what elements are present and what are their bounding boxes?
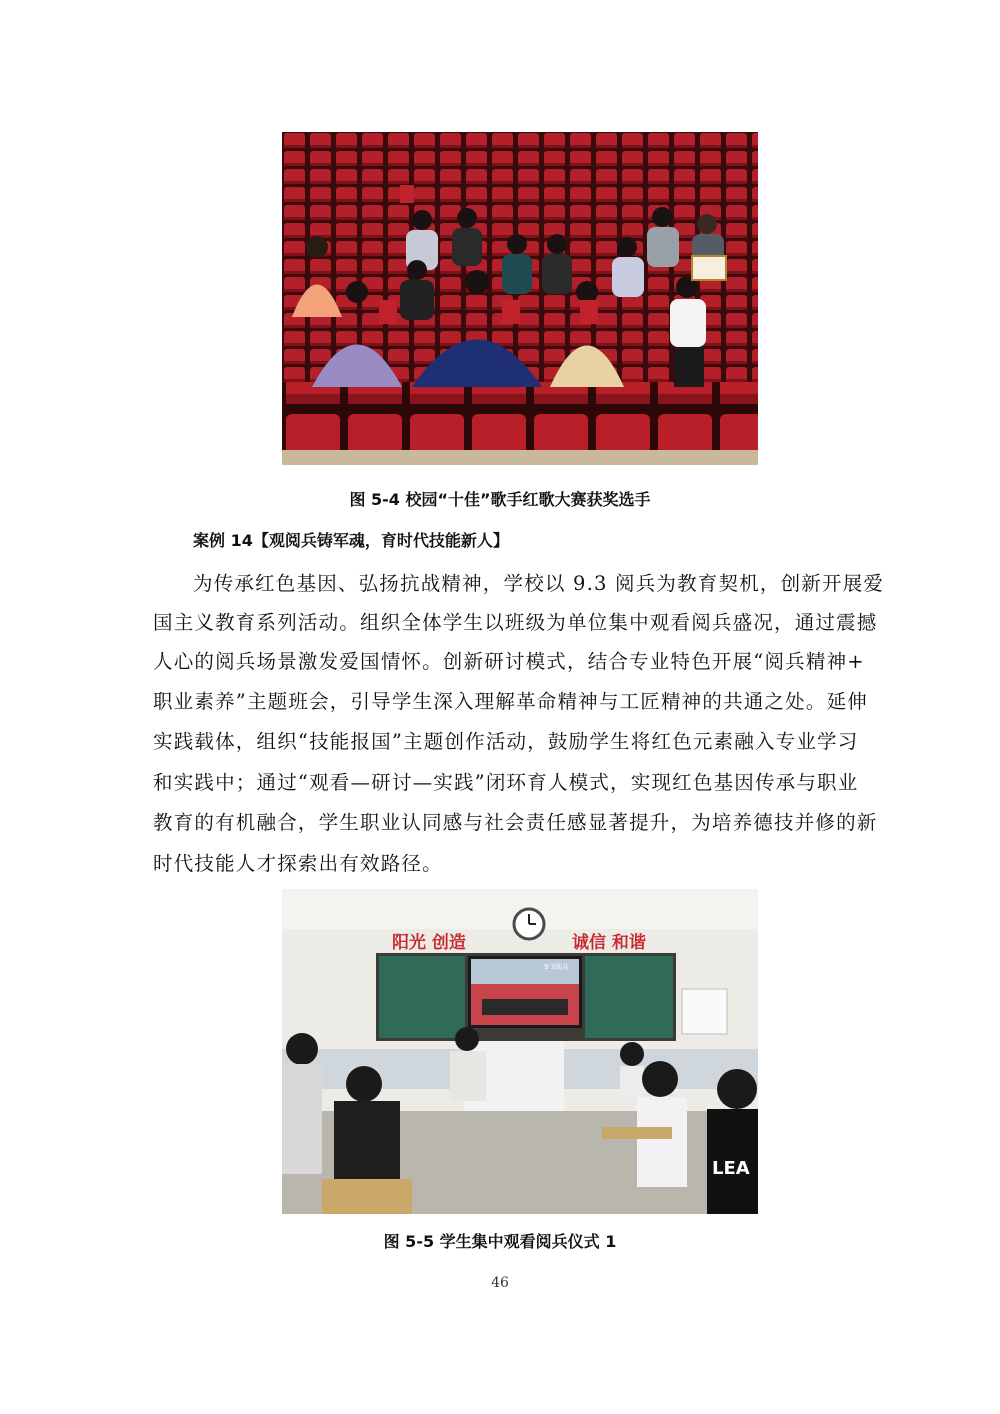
page-number: 46 [491, 1275, 509, 1291]
body-line-3: 人心的阅兵场景激发爱国情怀。创新研讨模式，结合专业特色开展“阅兵精神+ [153, 650, 865, 673]
auditorium-scene [282, 132, 758, 465]
body-line-1: 为传承红色基因、弘扬抗战精神，学校以 9.3 阅兵为教育契机，创新开展爱 [193, 572, 885, 595]
classroom-scene [282, 889, 758, 1214]
case-14-heading: 案例 14【观阅兵铸军魂，育时代技能新人】 [193, 531, 509, 550]
body-line-8: 时代技能人才探索出有效路径。 [153, 852, 443, 875]
figure-5-5-caption: 图 5-5 学生集中观看阅兵仪式 1 [383, 1232, 617, 1251]
body-line-5: 实践载体，组织“技能报国”主题创作活动，鼓励学生将红色元素融入专业学习 [153, 730, 859, 753]
body-line-2: 国主义教育系列活动。组织全体学生以班级为单位集中观看阅兵盛况，通过震撼 [153, 611, 878, 634]
classroom-parade-photo [282, 889, 758, 1214]
slogan-right: 诚信 和谐 [572, 933, 646, 953]
figure-5-4-caption: 图 5-4 校园“十佳”歌手红歌大赛获奖选手 [349, 490, 651, 509]
tv-label: 9·3阅兵 [544, 963, 570, 971]
body-line-7: 教育的有机融合，学生职业认同感与社会责任感显著提升，为培养德技并修的新 [153, 811, 878, 834]
shirt-text: LEA [712, 1158, 750, 1179]
slogan-left: 阳光 创造 [392, 933, 466, 953]
body-line-6: 和实践中；通过“观看—研讨—实践”闭环育人模式，实现红色基因传承与职业 [153, 771, 859, 794]
body-line-4: 职业素养”主题班会，引导学生深入理解革命精神与工匠精神的共通之处。延伸 [153, 690, 868, 713]
award-winners-photo [282, 132, 758, 465]
